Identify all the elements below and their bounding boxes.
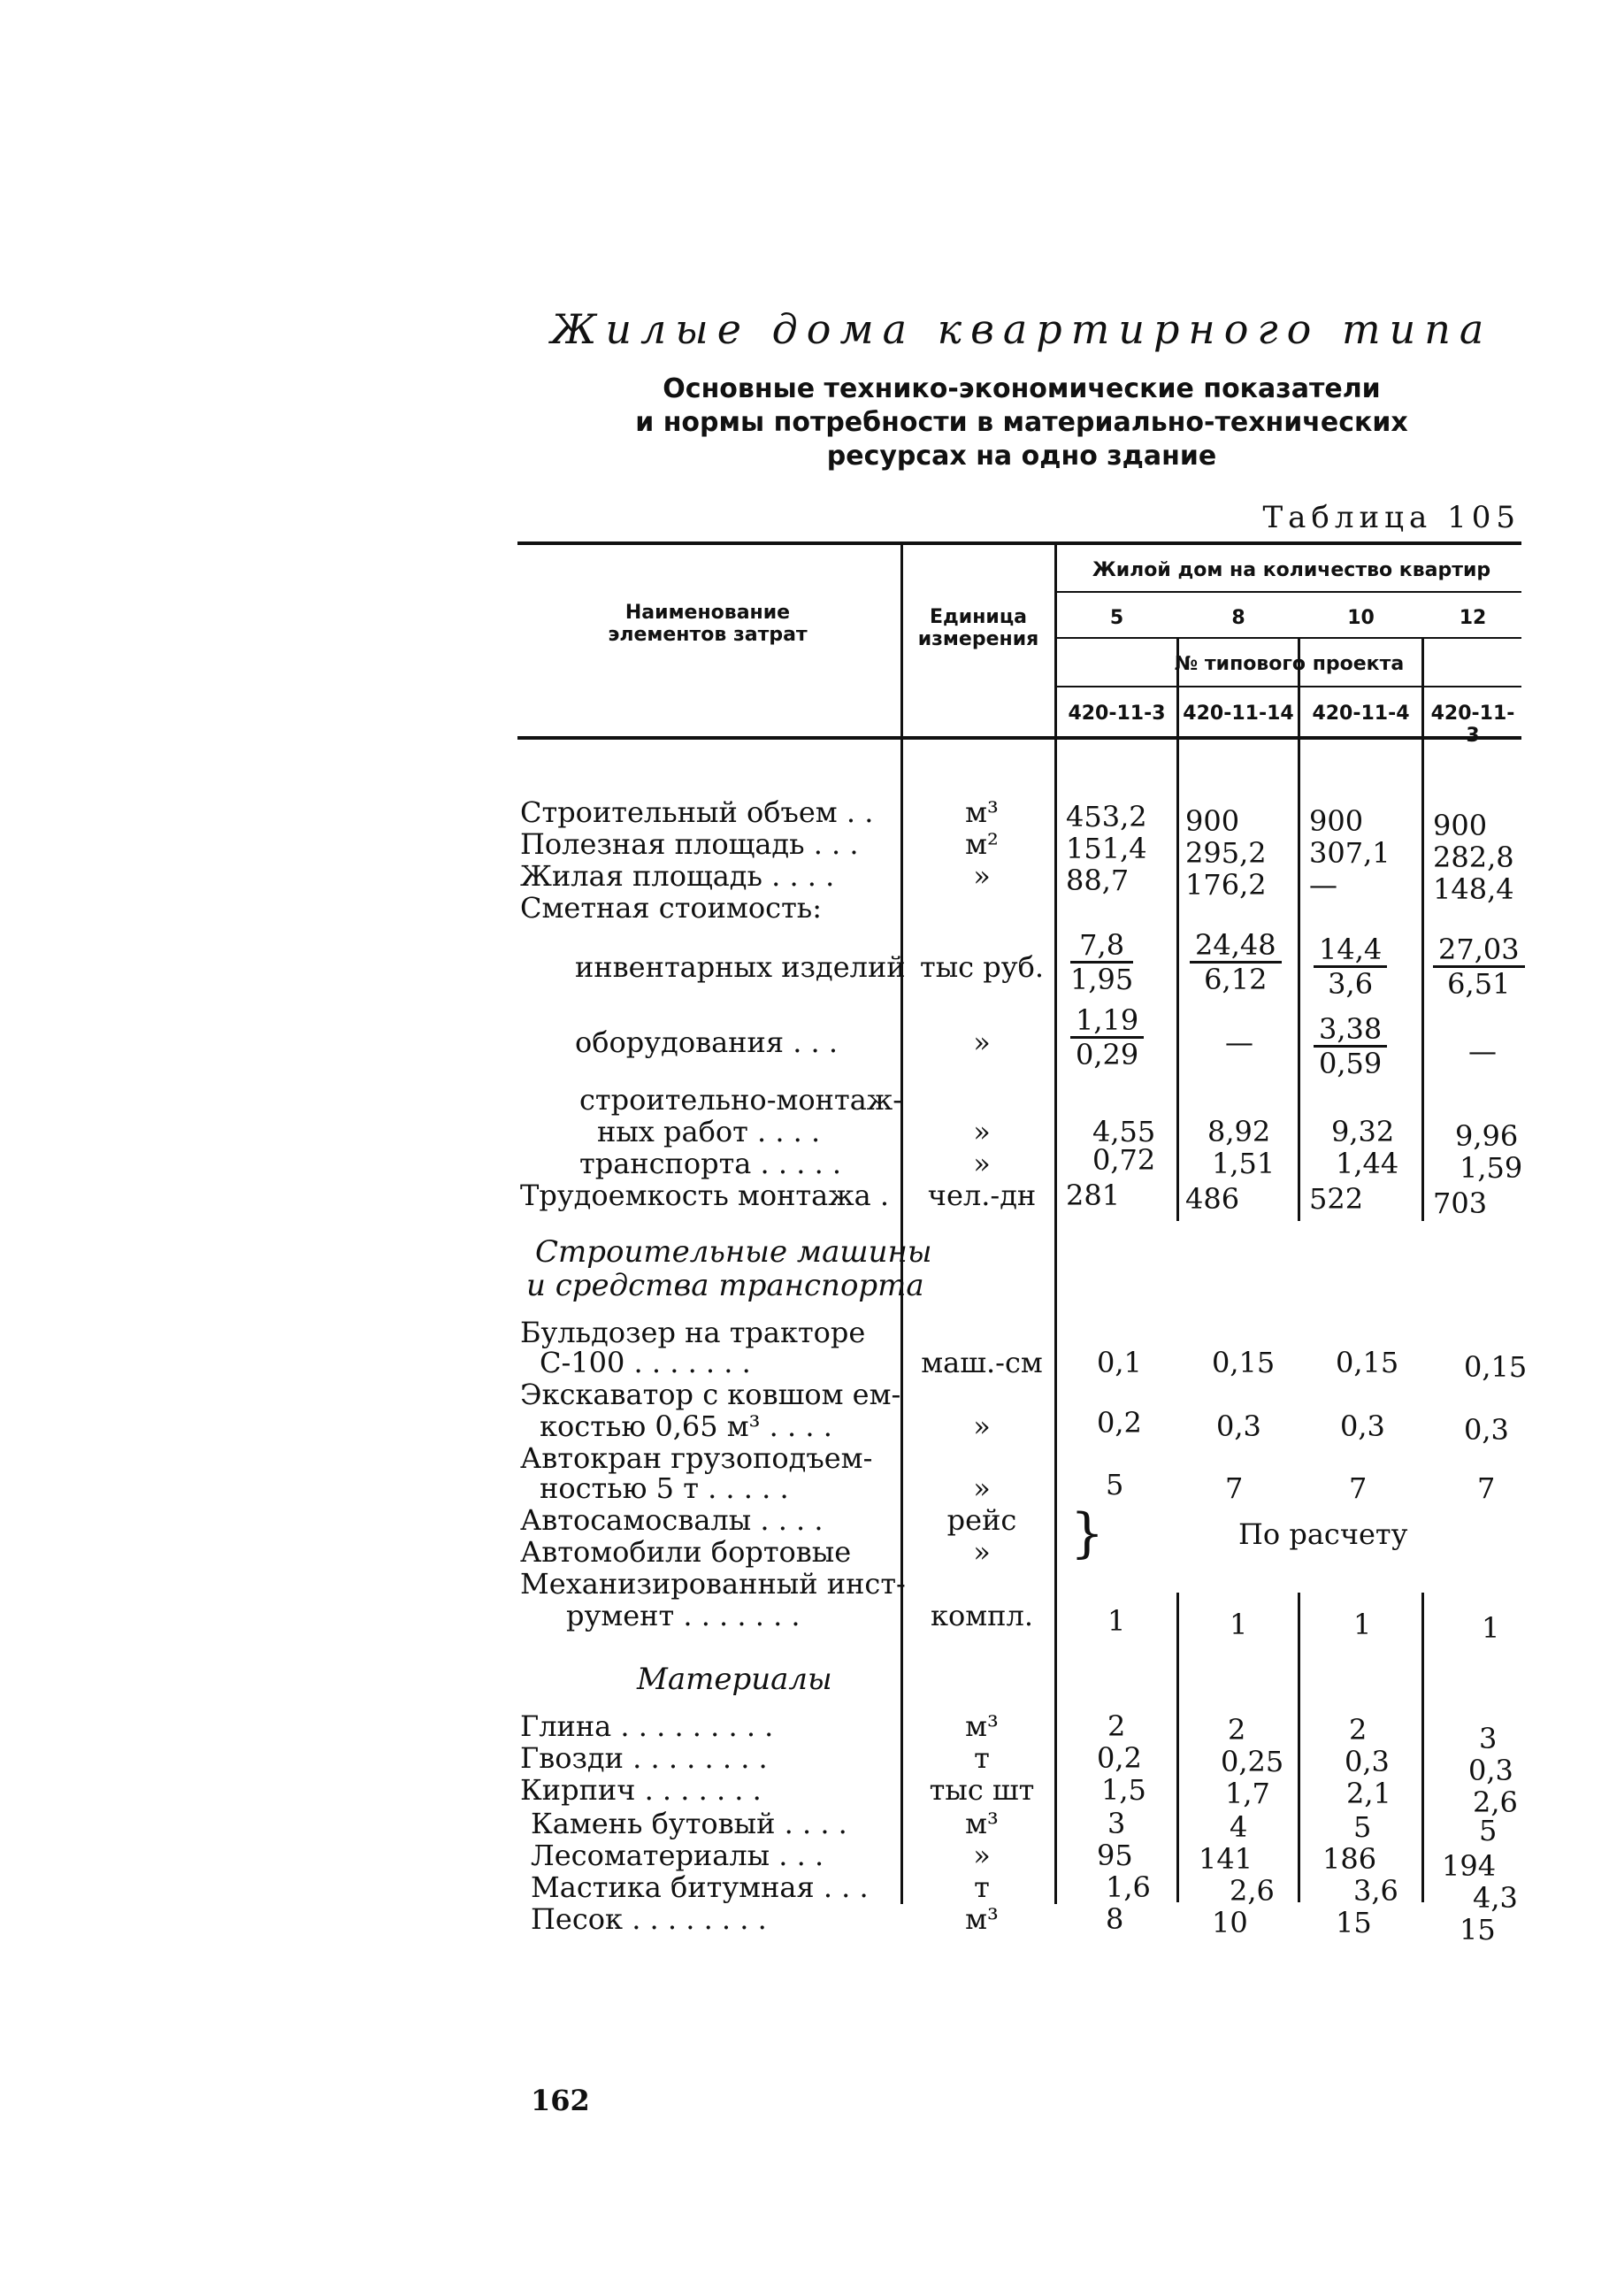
header-name-column: [526, 602, 889, 646]
row-living-area-name: Жилая площадь . . . .: [520, 859, 835, 893]
material-row-nails-v3: 0,3: [1345, 1745, 1390, 1778]
row-bulldozer-name-2: С-100 . . . . . . .: [540, 1346, 751, 1379]
row-volume-v2: 900: [1185, 804, 1240, 838]
row-living-area-v1: 88,7: [1066, 864, 1130, 897]
material-row-mastic-v1: 1,6: [1106, 1870, 1151, 1904]
row-cm-works-v3: 9,32: [1331, 1115, 1395, 1148]
row-equipment-den-1: 0,29: [1076, 1038, 1139, 1071]
row-bulldozer-name-1: Бульдозер на тракторе: [520, 1316, 866, 1349]
row-crane-v3: 7: [1349, 1471, 1368, 1505]
material-row-brick-v2: 1,7: [1225, 1777, 1270, 1810]
row-inventory-name: инвентарных изделий: [575, 950, 906, 984]
row-volume-unit: м³: [965, 795, 999, 829]
material-row-timber-name: Лесоматериалы . . .: [531, 1839, 824, 1872]
row-equipment-v3: [1314, 1013, 1387, 1079]
row-excavator-v1: 0,2: [1097, 1406, 1142, 1440]
row-tools-v3: 1: [1353, 1608, 1372, 1641]
row-excavator-v2: 0,3: [1216, 1409, 1261, 1443]
row-living-area-v2: 176,2: [1185, 868, 1267, 902]
row-labor-v4: 703: [1433, 1186, 1488, 1220]
row-volume-v3: 900: [1309, 804, 1364, 838]
row-cm-works-name-1: строительно-монтаж-: [579, 1083, 903, 1117]
material-row-nails-v2: 0,25: [1221, 1745, 1284, 1778]
header-project-label: № типового проекта: [1174, 653, 1405, 675]
row-tools-name-1: Механизированный инст-: [520, 1567, 906, 1601]
row-labor-unit: чел.-дн: [927, 1179, 1037, 1212]
row-equipment-v4: —: [1468, 1034, 1497, 1068]
row-useful-area-unit: м²: [965, 827, 999, 861]
material-row-clay-v4: 3: [1479, 1722, 1498, 1755]
row-crane-v1: 5: [1106, 1468, 1124, 1501]
material-row-brick-v3: 2,1: [1346, 1777, 1391, 1810]
material-row-clay-v2: 2: [1228, 1713, 1246, 1747]
header-project-3: 420-11-4: [1312, 703, 1410, 725]
row-labor-v2: 486: [1185, 1182, 1240, 1216]
material-row-brick-v1: 1,5: [1101, 1773, 1146, 1807]
subtitle: [522, 372, 1521, 473]
material-row-timber-v3: 186: [1322, 1842, 1377, 1876]
vline-col-3-4-mat: [1421, 1593, 1424, 1902]
row-excavator-name-1: Экскаватор с ковшом ем-: [520, 1378, 901, 1411]
material-row-mastic-unit: т: [974, 1870, 990, 1904]
machines-section-line-1: Строительные машины: [535, 1234, 932, 1270]
material-row-brick-name: Кирпич . . . . . . .: [520, 1773, 762, 1807]
material-row-sand-v4: 15: [1460, 1913, 1496, 1947]
header-apartments-8: 8: [1231, 607, 1245, 629]
table-top-rule: [517, 541, 1521, 545]
material-row-nails-v4: 0,3: [1468, 1754, 1513, 1787]
row-cost-label: Сметная стоимость:: [520, 891, 822, 925]
material-row-mastic-name: Мастика битумная . . .: [531, 1870, 869, 1904]
table-header-bottom-rule: [517, 736, 1521, 740]
row-excavator-v4: 0,3: [1464, 1413, 1509, 1447]
row-excavator-v3: 0,3: [1340, 1409, 1385, 1443]
material-row-clay-unit: м³: [965, 1709, 999, 1743]
header-project-2: 420-11-14: [1183, 703, 1294, 725]
row-inventory-num-1: 7,8: [1070, 929, 1133, 964]
row-living-area-v3: —: [1309, 868, 1337, 902]
row-transport-unit: »: [973, 1147, 991, 1180]
page-number: 162: [531, 2084, 590, 2117]
row-crane-v4: 7: [1477, 1471, 1496, 1505]
row-inventory-num-4: 27,03: [1433, 933, 1525, 968]
subtitle-line-3: ресурсах на одно здание: [826, 441, 1217, 472]
row-equipment-unit: »: [973, 1025, 991, 1059]
row-tools-unit: компл.: [931, 1599, 1033, 1632]
by-calculation-note: По расчету: [1238, 1517, 1408, 1551]
row-tools-name-2: румент . . . . . . .: [566, 1599, 801, 1632]
material-row-brick-unit: тыс шт: [929, 1773, 1035, 1807]
row-tools-v2: 1: [1230, 1608, 1248, 1641]
material-row-timber-unit: »: [973, 1839, 991, 1872]
row-volume-name: Строительный объем . .: [520, 795, 874, 829]
vline-col-2-3-body: [1298, 796, 1300, 1221]
row-useful-area-v2: 295,2: [1185, 836, 1267, 870]
row-inventory-den-1: 1,95: [1070, 963, 1134, 996]
row-equipment-v2: —: [1225, 1025, 1253, 1059]
row-inventory-den-4: 6,51: [1447, 967, 1511, 1001]
vline-name-unit: [900, 541, 903, 1904]
row-transport-v4: 1,59: [1460, 1151, 1523, 1185]
material-row-stone-v4: 5: [1479, 1814, 1498, 1847]
row-labor-v3: 522: [1309, 1182, 1364, 1216]
material-row-stone-name: Камень бутовый . . . .: [531, 1807, 847, 1840]
table-label: Таблица 105: [1262, 500, 1521, 535]
row-inventory-num-3: 14,4: [1314, 933, 1387, 968]
row-labor-name: Трудоемкость монтажа .: [520, 1179, 890, 1212]
row-tools-v1: 1: [1107, 1604, 1126, 1638]
header-unit-column: [904, 606, 1053, 650]
material-row-stone-unit: м³: [965, 1807, 999, 1840]
machines-section-line-2: и средства транспорта: [526, 1268, 924, 1303]
header-group-rule: [1057, 591, 1521, 593]
header-project-4: 420-11-3: [1430, 703, 1515, 747]
row-labor-v1: 281: [1066, 1179, 1121, 1212]
brace-icon: }: [1070, 1502, 1105, 1564]
header-apartments-10: 10: [1347, 607, 1375, 629]
row-transport-v2: 1,51: [1212, 1147, 1276, 1180]
row-useful-area-v4: 282,8: [1433, 841, 1514, 874]
row-tools-v4: 1: [1482, 1611, 1500, 1645]
row-inventory-den-3: 3,6: [1328, 967, 1374, 1001]
row-cm-works-name-2: ных работ . . . .: [597, 1115, 821, 1148]
vline-col-3-4-body: [1421, 796, 1424, 1221]
header-unit-line-1: Единица: [930, 606, 1027, 628]
row-equipment-num-1: 1,19: [1070, 1004, 1144, 1039]
row-volume-v1: 453,2: [1066, 800, 1147, 833]
material-row-timber-v4: 194: [1442, 1849, 1497, 1883]
row-useful-area-v3: 307,1: [1309, 836, 1391, 870]
header-apartments-12: 12: [1459, 607, 1487, 629]
header-apartments-rule: [1057, 637, 1521, 639]
row-crane-v2: 7: [1225, 1471, 1244, 1505]
material-row-timber-v2: 141: [1199, 1842, 1253, 1876]
row-bulldozer-v1: 0,1: [1097, 1346, 1142, 1379]
row-living-area-v4: 148,4: [1433, 872, 1514, 906]
material-row-sand-v3: 15: [1336, 1906, 1372, 1939]
page-title: Жилые дома квартирного типа: [550, 305, 1493, 353]
material-row-sand-unit: м³: [965, 1902, 999, 1936]
row-inventory-num-2: 24,48: [1190, 929, 1282, 964]
row-inventory-den-2: 6,12: [1204, 963, 1268, 996]
heading-block: [522, 305, 1521, 473]
material-row-sand-v2: 10: [1212, 1906, 1248, 1939]
row-bulldozer-v3: 0,15: [1336, 1346, 1399, 1379]
vline-col-1-2-mat: [1176, 1593, 1179, 1902]
row-crane-name-2: ностью 5 т . . . . .: [540, 1471, 789, 1505]
row-cm-works-v2: 8,92: [1207, 1115, 1271, 1148]
row-equipment-den-3: 0,59: [1319, 1047, 1383, 1080]
vline-col-2-3-mat: [1298, 1593, 1300, 1902]
row-useful-area-v1: 151,4: [1066, 832, 1147, 865]
row-crane-unit: »: [973, 1471, 991, 1505]
material-row-timber-v1: 95: [1097, 1839, 1133, 1872]
material-row-brick-v4: 2,6: [1473, 1785, 1518, 1819]
material-row-sand-name: Песок . . . . . . . .: [531, 1902, 767, 1936]
material-row-stone-v1: 3: [1107, 1807, 1126, 1840]
row-trucks-unit: »: [973, 1535, 991, 1569]
header-project-rule: [1057, 686, 1521, 687]
row-cm-works-v1: 4,55: [1092, 1115, 1156, 1148]
subtitle-line-2: и нормы потребности в материально-технических: [635, 407, 1408, 438]
row-transport-v1: 0,72: [1092, 1143, 1156, 1177]
header-name-line-2: элементов затрат: [608, 624, 808, 646]
row-dumptrucks-name: Автосамосвалы . . . .: [520, 1503, 824, 1537]
vline-col-1-2-body: [1176, 796, 1179, 1221]
material-row-nails-unit: т: [974, 1741, 990, 1775]
material-row-nails-v1: 0,2: [1097, 1741, 1142, 1775]
vline-unit-data: [1054, 541, 1057, 1904]
material-row-clay-v3: 2: [1349, 1713, 1368, 1747]
header-apartments-5: 5: [1109, 607, 1124, 629]
row-equipment-name: оборудования . . .: [575, 1025, 839, 1059]
row-inventory-unit: тыс руб.: [919, 950, 1044, 984]
materials-section-title: Материалы: [637, 1662, 832, 1697]
subtitle-line-1: Основные технико-экономические показатели: [663, 373, 1381, 404]
row-equipment-v1: [1070, 1004, 1144, 1071]
row-excavator-name-2: костью 0,65 м³ . . . .: [540, 1409, 832, 1443]
row-dumptrucks-unit: рейс: [946, 1503, 1017, 1537]
material-row-mastic-v4: 4,3: [1473, 1881, 1518, 1915]
row-equipment-num-3: 3,38: [1314, 1013, 1387, 1048]
row-cm-works-v4: 9,96: [1455, 1119, 1519, 1153]
row-excavator-unit: »: [973, 1409, 991, 1443]
row-volume-v4: 900: [1433, 809, 1488, 842]
material-row-stone-v2: 4: [1230, 1810, 1248, 1844]
material-row-clay-name: Глина . . . . . . . . .: [520, 1709, 774, 1743]
row-inventory-v3: [1314, 933, 1387, 1000]
header-unit-line-2: измерения: [917, 628, 1039, 650]
material-row-sand-v1: 8: [1106, 1902, 1124, 1936]
row-crane-name-1: Автокран грузоподъем-: [520, 1441, 873, 1475]
row-cm-works-unit: »: [973, 1115, 991, 1148]
row-inventory-v2: [1190, 929, 1282, 995]
material-row-mastic-v2: 2,6: [1230, 1874, 1275, 1908]
row-useful-area-name: Полезная площадь . . .: [520, 827, 859, 861]
material-row-stone-v3: 5: [1353, 1810, 1372, 1844]
row-transport-name: транспорта . . . . .: [579, 1147, 842, 1180]
row-transport-v3: 1,44: [1336, 1147, 1399, 1180]
row-trucks-name: Автомобили бортовые: [520, 1535, 852, 1569]
row-living-area-unit: »: [973, 859, 991, 893]
header-project-1: 420-11-3: [1068, 703, 1166, 725]
row-bulldozer-v2: 0,15: [1212, 1346, 1276, 1379]
row-inventory-v4: [1433, 933, 1525, 1000]
header-name-line-1: Наименование: [624, 602, 791, 624]
material-row-nails-name: Гвозди . . . . . . . .: [520, 1741, 768, 1775]
row-inventory-v1: [1070, 929, 1133, 995]
row-bulldozer-v4: 0,15: [1464, 1350, 1528, 1384]
row-bulldozer-unit: маш.-см: [921, 1346, 1043, 1379]
material-row-mastic-v3: 3,6: [1353, 1874, 1398, 1908]
material-row-clay-v1: 2: [1107, 1709, 1126, 1743]
header-group: Жилой дом на количество квартир: [1092, 559, 1491, 581]
